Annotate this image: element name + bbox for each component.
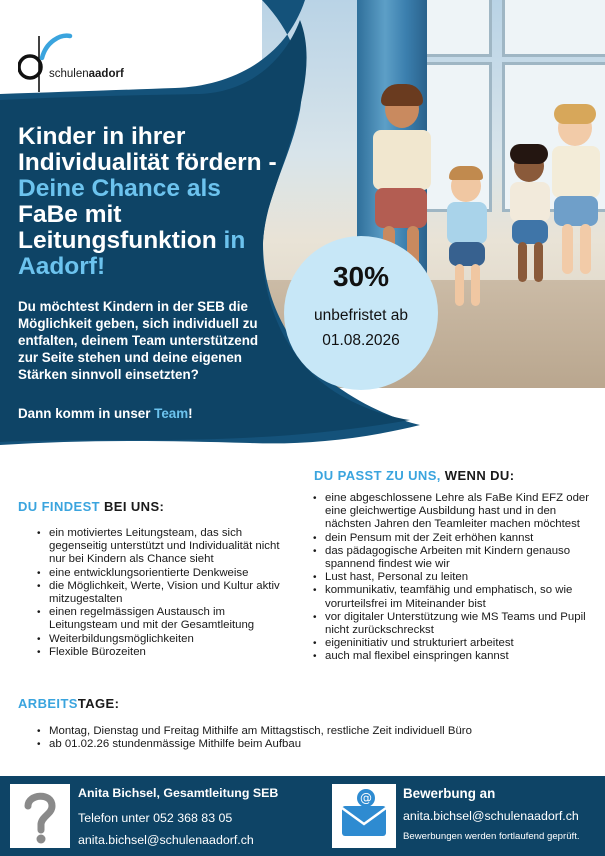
days-list	[40, 725, 580, 751]
logo-wordmark: schulenaadorf	[49, 68, 124, 80]
list-item: • eigeninitiativ und strukturiert arbeitest	[316, 637, 598, 650]
svg-text:@: @	[360, 791, 372, 805]
fit-list	[316, 492, 598, 664]
fit-section-title: DU PASST ZU UNS, WENN DU:	[314, 468, 515, 483]
list-item: • Montag, Dienstag und Freitag Mithilfe am Mittagstisch, restliche Zeit individuell Büro	[40, 725, 580, 738]
offer-list	[40, 527, 296, 659]
list-item: • Weiterbildungsmöglichkeiten	[40, 633, 296, 646]
workload-badge	[284, 236, 438, 390]
call-to-action: Dann komm in unser Team!	[18, 406, 193, 421]
list-item: • die Möglichkeit, Werte, Vision und Kultur aktiv mitzugestalten	[40, 580, 296, 606]
application-email-link[interactable]: anita.bichsel@schulenaadorf.ch	[403, 809, 579, 823]
offer-section-title: DU FINDEST BEI UNS:	[18, 499, 165, 514]
contract-type: unbefristet ab	[314, 307, 408, 324]
email-envelope-icon	[332, 784, 396, 848]
list-item: • auch mal flexibel einspringen kannst	[316, 650, 598, 663]
schulen-aadorf-logo	[18, 18, 138, 98]
intro-text: Du möchtest Kindern in der SEB die Möglichkeit geben, sich individuell zu entfalten, deinem Team unterstützend zur Seite stehen und deine eigenen Stärken sinnvoll einsetzten?	[18, 299, 259, 382]
list-item: • ein motiviertes Leitungsteam, das sich gegenseitig unterstützt und Individualität nicht nur bei Kindern als Chance sieht	[40, 527, 296, 567]
list-item: • kommunikativ, teamfähig und emphatisch, so wie vorurteilsfrei im Miteinander bist	[316, 584, 598, 610]
workload-percent: 30%	[332, 261, 390, 292]
list-item: • das pädagogische Arbeiten mit Kindern genauso spannend findest wie wir	[316, 545, 598, 571]
list-item: • einen regelmässigen Austausch im Leitungsteam und mit der Gesamtleitung	[40, 606, 296, 632]
footer-contact-bar	[0, 776, 605, 856]
days-section-title: ARBEITSTAGE:	[18, 696, 120, 711]
list-item: • vor digitaler Unterstützung wie MS Teams und Pupil nicht zurückschreckst	[316, 611, 598, 637]
list-item: • dein Pensum mit der Zeit erhöhen kannst	[316, 532, 598, 545]
question-mark-icon	[10, 784, 70, 848]
list-item: • eine abgeschlossene Lehre als FaBe Kind EFZ oder eine gleichwertige Ausbildung hast und in den nächsten Jahren den Teamleiter machen möchtest	[316, 492, 598, 532]
application-title: Bewerbung an	[403, 786, 496, 801]
list-item: • Lust hast, Personal zu leiten	[316, 571, 598, 584]
application-note: Bewerbungen werden fortlaufend geprüft.	[403, 831, 580, 842]
contact-phone: Telefon unter 052 368 83 05	[78, 811, 233, 825]
list-item: • ab 01.02.26 stundenmässige Mithilfe beim Aufbau	[40, 738, 580, 751]
page-title: Kinder in ihrer Individualität fördern - Deine Chance als FaBe mit Leitungsfunktion in Aadorf!	[18, 123, 277, 280]
list-item: • eine entwicklungsorientierte Denkweise	[40, 567, 296, 580]
contact-name: Anita Bichsel, Gesamtleitung SEB	[78, 786, 279, 800]
list-item: • Flexible Bürozeiten	[40, 646, 296, 659]
start-date: 01.08.2026	[322, 332, 400, 349]
contact-email-link[interactable]: anita.bichsel@schulenaadorf.ch	[78, 833, 254, 847]
